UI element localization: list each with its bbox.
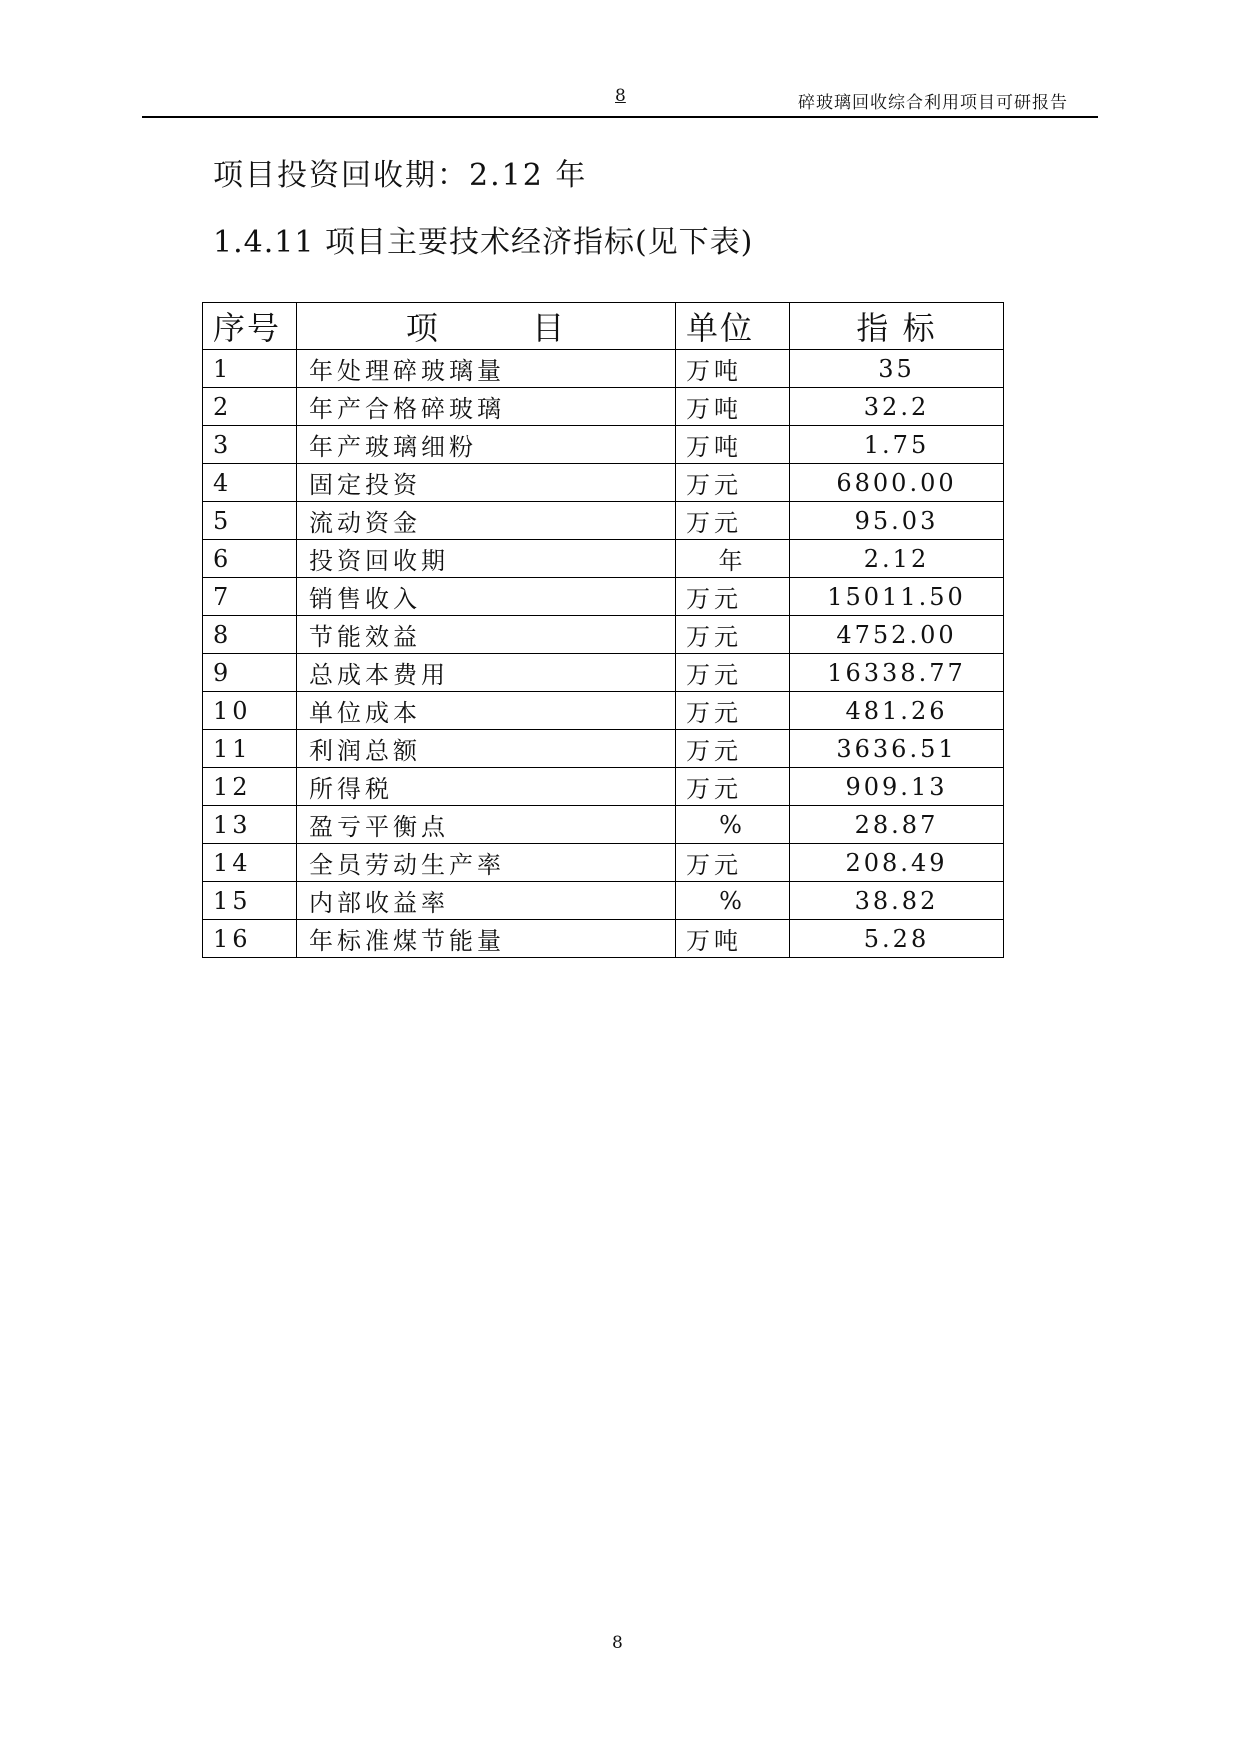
row-value-cell: 4752.00: [790, 616, 1004, 654]
row-item-cell: 总成本费用: [297, 654, 676, 692]
header-cell-number: 序号: [203, 303, 297, 350]
table-row: [203, 806, 1004, 844]
row-item-cell: 年产合格碎玻璃: [297, 388, 676, 426]
header-document-title: 碎玻璃回收综合利用项目可研报告: [798, 93, 1068, 113]
table-row: [203, 844, 1004, 882]
header-cell-unit: 单位: [676, 303, 790, 350]
row-unit-cell: 万吨: [676, 920, 790, 958]
row-number-cell: 2: [203, 388, 297, 426]
table-row: [203, 920, 1004, 958]
row-item-cell: 利润总额: [297, 730, 676, 768]
row-value-cell: 909.13: [790, 768, 1004, 806]
row-value-cell: 481.26: [790, 692, 1004, 730]
row-unit-cell: 万吨: [676, 350, 790, 388]
row-number-cell: 9: [203, 654, 297, 692]
row-unit-cell: 万元: [676, 692, 790, 730]
row-number-cell: 10: [203, 692, 297, 730]
row-value-cell: 95.03: [790, 502, 1004, 540]
table-row: [203, 692, 1004, 730]
row-number-cell: 11: [203, 730, 297, 768]
table-row: [203, 464, 1004, 502]
row-item-cell: 固定投资: [297, 464, 676, 502]
row-item-cell: 全员劳动生产率: [297, 844, 676, 882]
row-unit-cell: 万吨: [676, 388, 790, 426]
row-number-cell: 4: [203, 464, 297, 502]
row-number-cell: 3: [203, 426, 297, 464]
row-number-cell: 1: [203, 350, 297, 388]
row-number-cell: 6: [203, 540, 297, 578]
row-value-cell: 15011.50: [790, 578, 1004, 616]
row-item-cell: 年产玻璃细粉: [297, 426, 676, 464]
row-item-cell: 内部收益率: [297, 882, 676, 920]
row-unit-cell: 年: [676, 540, 790, 578]
row-item-cell: 投资回收期: [297, 540, 676, 578]
row-value-cell: 1.75: [790, 426, 1004, 464]
row-unit-cell: 万元: [676, 654, 790, 692]
header-page-number: 8: [615, 86, 626, 106]
table-row: [203, 882, 1004, 920]
row-item-cell: 盈亏平衡点: [297, 806, 676, 844]
row-value-cell: 35: [790, 350, 1004, 388]
row-value-cell: 2.12: [790, 540, 1004, 578]
row-unit-cell: 万元: [676, 730, 790, 768]
table-header-row: [203, 303, 1004, 350]
row-value-cell: 28.87: [790, 806, 1004, 844]
table-row: [203, 578, 1004, 616]
row-value-cell: 32.2: [790, 388, 1004, 426]
row-unit-cell: 万元: [676, 844, 790, 882]
row-item-cell: 单位成本: [297, 692, 676, 730]
row-item-cell: 年处理碎玻璃量: [297, 350, 676, 388]
row-unit-cell: 万元: [676, 578, 790, 616]
table-row: [203, 616, 1004, 654]
row-value-cell: 5.28: [790, 920, 1004, 958]
indicators-table: [202, 302, 1004, 958]
row-unit-cell: 万元: [676, 616, 790, 654]
row-number-cell: 13: [203, 806, 297, 844]
row-number-cell: 7: [203, 578, 297, 616]
row-unit-cell: %: [676, 882, 790, 920]
row-value-cell: 38.82: [790, 882, 1004, 920]
row-item-cell: 销售收入: [297, 578, 676, 616]
table-row: [203, 350, 1004, 388]
table-row: [203, 426, 1004, 464]
row-item-cell: 节能效益: [297, 616, 676, 654]
header-cell-value: 指 标: [790, 303, 1004, 350]
section-heading: 1.4.11 项目主要技术经济指标(见下表): [213, 225, 754, 260]
row-item-cell: 所得税: [297, 768, 676, 806]
row-number-cell: 15: [203, 882, 297, 920]
header-cell-item: 项 目: [297, 303, 676, 350]
table-row: [203, 388, 1004, 426]
row-item-cell: 流动资金: [297, 502, 676, 540]
row-number-cell: 5: [203, 502, 297, 540]
row-value-cell: 6800.00: [790, 464, 1004, 502]
row-value-cell: 208.49: [790, 844, 1004, 882]
table-row: [203, 730, 1004, 768]
row-number-cell: 8: [203, 616, 297, 654]
table-row: [203, 540, 1004, 578]
payback-period-line: 项目投资回收期：2.12 年: [213, 158, 588, 193]
row-unit-cell: 万元: [676, 502, 790, 540]
table-row: [203, 654, 1004, 692]
table-row: [203, 502, 1004, 540]
row-value-cell: 16338.77: [790, 654, 1004, 692]
row-unit-cell: 万元: [676, 768, 790, 806]
row-number-cell: 16: [203, 920, 297, 958]
footer-page-number: 8: [612, 1633, 623, 1653]
table-row: [203, 768, 1004, 806]
row-number-cell: 12: [203, 768, 297, 806]
row-unit-cell: 万吨: [676, 426, 790, 464]
row-number-cell: 14: [203, 844, 297, 882]
row-unit-cell: %: [676, 806, 790, 844]
row-value-cell: 3636.51: [790, 730, 1004, 768]
page-header: [142, 84, 1098, 118]
row-item-cell: 年标准煤节能量: [297, 920, 676, 958]
row-unit-cell: 万元: [676, 464, 790, 502]
